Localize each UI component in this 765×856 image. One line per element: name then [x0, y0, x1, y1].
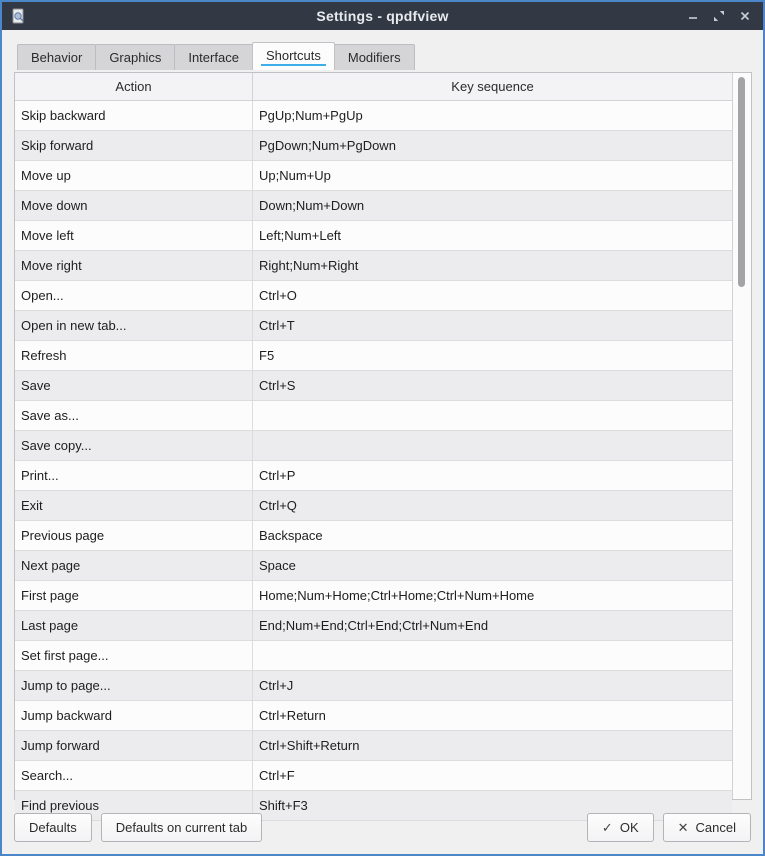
key-sequence-cell[interactable]: Home;Num+Home;Ctrl+Home;Ctrl+Num+Home	[259, 588, 535, 603]
table-row[interactable]	[15, 701, 732, 731]
action-cell[interactable]: Save copy...	[15, 431, 253, 460]
key-sequence-cell[interactable]: Shift+F3	[259, 798, 308, 813]
key-sequence-cell[interactable]	[253, 641, 732, 670]
defaults-on-current-tab-button[interactable]	[101, 813, 263, 842]
defaults-on-current-tab-label: Defaults on current tab	[115, 820, 248, 835]
tab-label: Interface	[188, 50, 239, 65]
action-cell[interactable]: Jump backward	[15, 701, 253, 730]
key-sequence-cell[interactable]: Right;Num+Right	[259, 258, 359, 273]
key-sequence-cell[interactable]: Ctrl+F	[259, 768, 295, 783]
action-cell[interactable]: Move right	[15, 251, 253, 280]
x-icon: ✕	[677, 819, 689, 835]
table-row[interactable]	[15, 311, 732, 341]
action-cell[interactable]: Save	[15, 371, 253, 400]
action-cell[interactable]: Find previous	[15, 791, 253, 820]
scrollbar-thumb[interactable]	[738, 77, 745, 287]
tab-shortcuts[interactable]	[252, 42, 335, 70]
table-row[interactable]	[15, 431, 732, 461]
table-row[interactable]	[15, 191, 732, 221]
close-button[interactable]	[735, 6, 755, 26]
table-row[interactable]	[15, 281, 732, 311]
column-header-action[interactable]: Action	[15, 73, 253, 100]
key-sequence-cell[interactable]: Left;Num+Left	[259, 228, 342, 243]
key-sequence-cell[interactable]: Down;Num+Down	[259, 198, 365, 213]
action-cell[interactable]: Search...	[15, 761, 253, 790]
tab-label: Graphics	[109, 50, 162, 65]
key-sequence-cell[interactable]: Ctrl+Return	[259, 708, 326, 723]
table-row[interactable]	[15, 731, 732, 761]
tab-behavior[interactable]	[17, 44, 96, 70]
tab-graphics[interactable]	[95, 44, 175, 70]
action-cell[interactable]: Skip forward	[15, 131, 253, 160]
cancel-button-label: Cancel	[695, 820, 736, 835]
key-sequence-cell[interactable]: Ctrl+Q	[259, 498, 297, 513]
minimize-button[interactable]	[683, 6, 703, 26]
action-cell[interactable]: Exit	[15, 491, 253, 520]
tab-interface[interactable]	[174, 44, 253, 70]
table-row[interactable]	[15, 101, 732, 131]
shortcuts-table	[14, 72, 752, 813]
key-sequence-cell[interactable]: Ctrl+S	[259, 378, 296, 393]
key-sequence-cell[interactable]: Up;Num+Up	[259, 168, 331, 183]
key-sequence-cell[interactable]: Ctrl+Shift+Return	[259, 738, 360, 753]
action-cell[interactable]: Jump forward	[15, 731, 253, 760]
table-row[interactable]	[15, 221, 732, 251]
table-row[interactable]	[15, 671, 732, 701]
restore-button[interactable]	[709, 6, 729, 26]
defaults-button-label: Defaults	[29, 820, 77, 835]
tab-label: Modifiers	[347, 50, 401, 65]
key-sequence-cell[interactable]	[253, 431, 732, 460]
check-icon: ✓	[601, 819, 613, 835]
settings-tabbar	[17, 42, 414, 70]
table-row[interactable]	[15, 401, 732, 431]
table-row[interactable]	[15, 341, 732, 371]
table-row[interactable]	[15, 521, 732, 551]
action-cell[interactable]: Previous page	[15, 521, 253, 550]
defaults-button[interactable]	[14, 813, 92, 842]
vertical-scrollbar[interactable]	[732, 73, 751, 799]
key-sequence-cell[interactable]: Space	[259, 558, 296, 573]
table-row[interactable]	[15, 131, 732, 161]
shortcuts-table-body	[15, 73, 732, 813]
tab-label: Behavior	[31, 50, 83, 65]
action-cell[interactable]: Next page	[15, 551, 253, 580]
action-cell[interactable]: Refresh	[15, 341, 253, 370]
key-sequence-cell[interactable]: Ctrl+T	[259, 318, 295, 333]
action-cell[interactable]: Move up	[15, 161, 253, 190]
action-cell[interactable]: Skip backward	[15, 101, 253, 130]
table-row[interactable]	[15, 491, 732, 521]
ok-button[interactable]	[587, 813, 654, 842]
key-sequence-cell[interactable]: Ctrl+O	[259, 288, 297, 303]
table-row[interactable]	[15, 761, 732, 791]
ok-button-label: OK	[619, 820, 639, 835]
action-cell[interactable]: Open...	[15, 281, 253, 310]
table-row[interactable]	[15, 551, 732, 581]
key-sequence-cell[interactable]: Ctrl+J	[259, 678, 294, 693]
table-row[interactable]	[15, 461, 732, 491]
dialog-footer	[14, 813, 751, 842]
table-row[interactable]	[15, 371, 732, 401]
table-header-row	[15, 73, 732, 101]
table-row[interactable]	[15, 581, 732, 611]
key-sequence-cell[interactable]: PgDown;Num+PgDown	[259, 138, 396, 153]
tab-label: Shortcuts	[261, 48, 326, 66]
table-row[interactable]	[15, 641, 732, 671]
action-cell[interactable]: Jump to page...	[15, 671, 253, 700]
action-cell[interactable]: Open in new tab...	[15, 311, 253, 340]
key-sequence-cell[interactable]: PgUp;Num+PgUp	[259, 108, 363, 123]
key-sequence-cell[interactable]	[253, 401, 732, 430]
table-row[interactable]	[15, 251, 732, 281]
action-cell[interactable]: Move down	[15, 191, 253, 220]
key-sequence-cell[interactable]: Backspace	[259, 528, 323, 543]
table-row[interactable]	[15, 611, 732, 641]
action-cell[interactable]: Save as...	[15, 401, 253, 430]
action-cell[interactable]: Last page	[15, 611, 253, 640]
key-sequence-cell[interactable]: Ctrl+P	[259, 468, 296, 483]
cancel-button[interactable]	[663, 813, 751, 842]
action-cell[interactable]: Move left	[15, 221, 253, 250]
key-sequence-cell[interactable]: F5	[259, 348, 275, 363]
key-sequence-cell[interactable]: End;Num+End;Ctrl+End;Ctrl+Num+End	[259, 618, 489, 633]
titlebar[interactable]	[2, 2, 763, 30]
tab-modifiers[interactable]	[334, 44, 415, 70]
table-row[interactable]	[15, 161, 732, 191]
action-cell[interactable]: Print...	[15, 461, 253, 490]
action-cell[interactable]: Set first page...	[15, 641, 253, 670]
action-cell[interactable]: First page	[15, 581, 253, 610]
column-header-key-sequence[interactable]: Key sequence	[451, 79, 534, 94]
window-title: Settings - qpdfview	[316, 8, 449, 24]
